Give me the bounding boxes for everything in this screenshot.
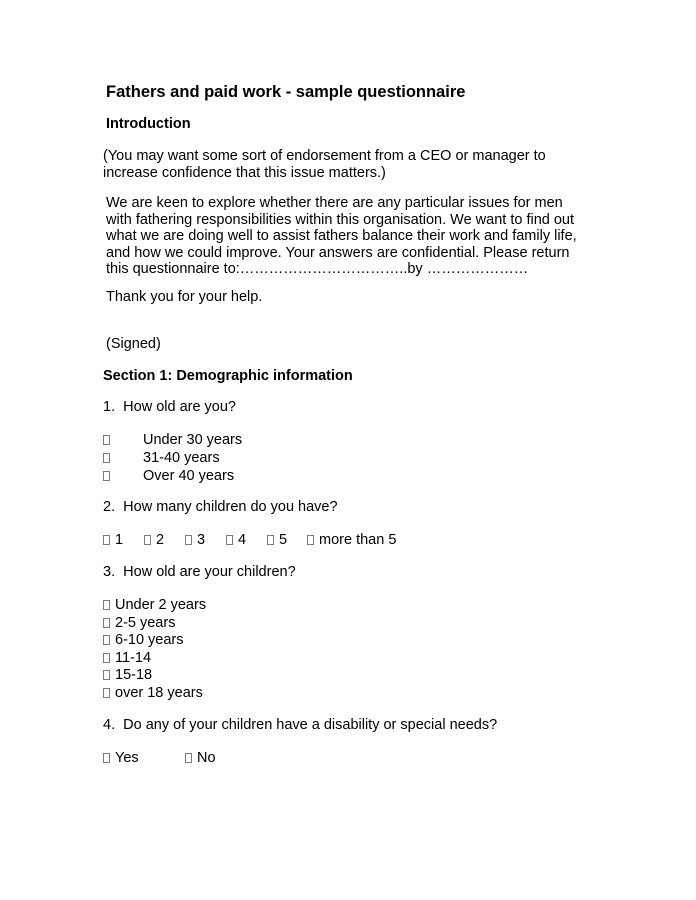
question-number: 1.	[103, 399, 116, 415]
option-label: 5	[279, 532, 288, 548]
option-6-10[interactable]	[103, 632, 403, 650]
option-3[interactable]	[185, 532, 205, 549]
checkbox[interactable]	[103, 471, 110, 481]
question-4	[103, 717, 497, 734]
question-3	[103, 564, 296, 581]
question-number: 3.	[103, 564, 116, 580]
checkbox[interactable]	[267, 535, 274, 545]
question-2	[103, 499, 338, 516]
checkbox[interactable]	[103, 753, 110, 763]
thanks-text: Thank you for your help.	[106, 289, 263, 305]
checkbox[interactable]	[307, 535, 314, 545]
question-text: How many children do you have?	[123, 499, 338, 515]
checkbox[interactable]	[103, 600, 110, 610]
checkbox[interactable]	[103, 618, 110, 628]
option-no[interactable]	[185, 750, 216, 767]
option-label: 1	[115, 532, 124, 548]
q1-options	[103, 432, 403, 488]
option-under-2[interactable]	[103, 597, 403, 615]
signed-text: (Signed)	[106, 336, 161, 352]
option-label: Yes	[115, 750, 139, 766]
q3-options	[103, 597, 403, 707]
option-label: 2-5 years	[115, 614, 176, 631]
option-31-40[interactable]	[103, 450, 403, 468]
option-over-40[interactable]	[103, 468, 403, 486]
option-label: 4	[238, 532, 247, 548]
option-label: 2	[156, 532, 165, 548]
option-label: Over 40 years	[143, 468, 235, 484]
option-4[interactable]	[226, 532, 246, 549]
checkbox[interactable]	[103, 653, 110, 663]
option-label: Under 30 years	[143, 432, 243, 448]
option-5[interactable]	[267, 532, 287, 549]
option-under-30[interactable]	[103, 432, 403, 450]
checkbox[interactable]	[103, 535, 110, 545]
option-label: 15-18	[115, 667, 153, 683]
question-number: 4.	[103, 717, 116, 733]
option-label: 3	[197, 532, 206, 548]
question-text: How old are your children?	[123, 564, 296, 580]
option-label: No	[197, 750, 216, 766]
section1-heading: Section 1: Demographic information	[103, 368, 353, 384]
checkbox[interactable]	[103, 435, 110, 445]
checkbox[interactable]	[226, 535, 233, 545]
option-15-18[interactable]	[103, 667, 403, 685]
option-over-18[interactable]	[103, 685, 403, 703]
checkbox[interactable]	[103, 635, 110, 645]
checkbox[interactable]	[103, 688, 110, 698]
checkbox[interactable]	[144, 535, 151, 545]
option-more-than-5[interactable]	[307, 532, 396, 549]
q2-options	[103, 532, 503, 550]
checkbox[interactable]	[103, 453, 110, 463]
intro-heading: Introduction	[106, 116, 191, 132]
checkbox[interactable]	[103, 670, 110, 680]
question-text: Do any of your children have a disability or special needs?	[123, 717, 498, 733]
checkbox[interactable]	[185, 535, 192, 545]
document-title: Fathers and paid work - sample questionnaire	[106, 83, 466, 101]
option-11-14[interactable]	[103, 650, 403, 668]
question-1	[103, 399, 236, 416]
question-text: How old are you?	[123, 399, 236, 415]
q4-options	[103, 750, 403, 768]
option-1[interactable]	[103, 532, 123, 549]
endorsement-note: (You may want some sort of endorsement from a CEO or manager to increase confidence that this issue matters.)	[103, 148, 546, 181]
question-number: 2.	[103, 499, 116, 515]
option-label: Under 2 years	[115, 597, 207, 613]
intro-paragraph: We are keen to explore whether there are any particular issues for men with fathering responsibilities within this organisation. We want to find out what we are doing well to assist fathers balance their work and family life, and how we could improve. Your answers are confidential. Please return this questionnaire to:……………………………..by …………………	[106, 195, 577, 277]
option-2-5[interactable]	[103, 615, 403, 633]
option-label: over 18 years	[115, 684, 203, 701]
option-label: 31-40 years	[143, 450, 220, 466]
option-2[interactable]	[144, 532, 164, 549]
checkbox[interactable]	[185, 753, 192, 763]
option-label: more than 5	[319, 532, 397, 548]
option-yes[interactable]	[103, 750, 139, 767]
option-label: 6-10 years	[115, 632, 184, 648]
option-label: 11-14	[115, 649, 152, 666]
